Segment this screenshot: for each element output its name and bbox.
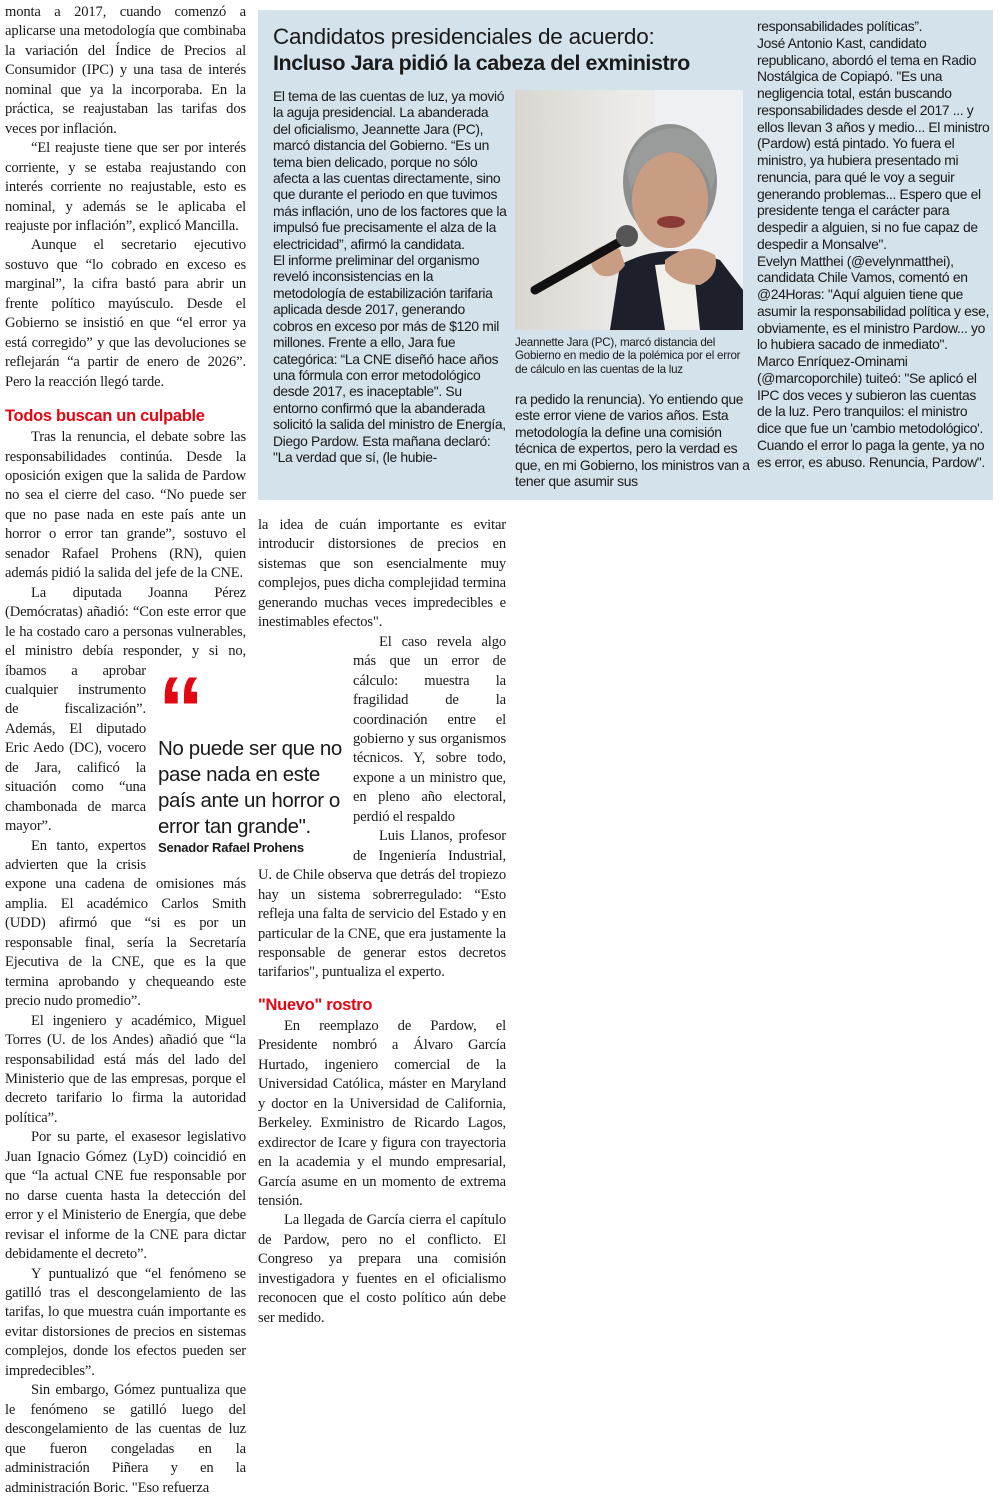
paragraph: En reemplazo de Pardow, el Presidente nombró a Álvaro García Hurtado, ingeniero comercial de la Universidad Católica, máster en Maryland y doctor en la Universidad de California, Berkeley. Exministro de Ricardo Lagos, exdirector de Icare y figura con trayectoria en la academia y el mundo empresarial, García asume en un momento de extrema tensión. (258, 1017, 506, 1209)
portrait-image (515, 90, 743, 330)
paragraph: José Antonio Kast, candidato republicano, abordó el tema en Radio Nostálgica de Copiapó. "Es una negligencia total, están buscando responsabilidades desde el 2017 ... y ellos llevan 3 años y medio... El ministro (Pardow) está pintado. Yo fuera el ministro, ya hubiera presentado mi renuncia, para qué le voy a seguir generando problemas... Espero que el presidente tenga el carácter para despedir a alguien, si no fue capaz de despedir a Monsalve". (757, 34, 990, 252)
paragraph: “El reajuste tiene que ser por interés corriente, y se estaba reajustando con interés corriente no reajustable, esto es nominal, y además se le aplicaba el reajuste por inflación”, explicó Mancilla. (5, 140, 246, 234)
photo-jeannette-jara (515, 90, 743, 330)
box-column-1 (273, 88, 507, 465)
paragraph: la idea de cuán importante es evitar introducir distorsiones de precios en sistemas que son esencialmente muy complejos, pues dicha complejidad termina generando muchas veces impredecibles e inestimables efectos". (258, 517, 506, 631)
quote-mark-icon: “ (158, 672, 198, 732)
paragraph: La diputada Joanna Pérez (Demócratas) añadió: “Con este error que le ha costado caro a personas vulnerables, el ministro debía responder, y si no, íbamos a aprobar cualquier instrumento de fiscalización”. Además, El diputado Eric Aedo (DC), vocero de Jara, calificó la situación como “una chambonada de marca mayor”. (5, 584, 246, 835)
paragraph: Tras la renuncia, el debate sobre las responsabilidades continúa. Desde la oposición exigen que la salida de Pardow no sea el cierre del caso. “No puede ser que no pase nada en este país ante un horror o error tan grande”, sostuvo el senador Rafael Prohens (RN), quien además pidió la salida del jefe de la CNE. (5, 429, 246, 582)
paragraph: El ingeniero y académico, Miguel Torres (U. de los Andes) añadió que “la responsabilidad está más del lado del Ministerio que de las empresas, porque el decreto tarifario lo firma la autoridad política”. (5, 1012, 246, 1126)
paragraph: Aunque el secretario ejecutivo sostuvo que “lo cobrado en exceso es marginal”, la cifra bastó para abrir un frente político mayúsculo. Desde el Gobierno se insistió en que “el error ya está corregido” y que las devoluciones se reflejarán “a partir de enero de 2026”. Pero la reacción llegó tarde. (5, 237, 246, 390)
paragraph: Evelyn Matthei (@evelynmatthei), candidata Chile Vamos, comentó en @24Horas: "Aquí alguien tiene que asumir la responsabilidad política y ese, obviamente, es el ministro Pardow... yo lo hubiera sacado de inmediato". (757, 252, 989, 353)
paragraph: Por su parte, el exasesor legislativo Juan Ignacio Gómez (LyD) coincidió en que “la actual CNE fue responsable por no darse cuenta hasta la detección del error y el Ministerio de Energía, que debe revisar el informe de la CNE para dictar debidamente el decreto”. (5, 1129, 246, 1263)
box-column-3 (757, 18, 991, 470)
box-title: Incluso Jara pidió la cabeza del exministro (273, 51, 690, 75)
box-column-2 (515, 391, 751, 489)
paragraph: Luis Llanos, profesor de Ingeniería Industrial, U. de Chile observa que detrás del tropiezo hay un sistema sobrerregulado: “Esto refleja una falta de servicio del Estado y en particular de la CNE, que era justamente la responsable de generar estos decretos tarifarios", puntualiza el experto. (258, 828, 506, 981)
photo-caption: Jeannette Jara (PC), marcó distancia del Gobierno en medio de la polémica por el error de cálculo en las cuentas de la luz (515, 336, 741, 376)
middle-article-column (258, 516, 506, 1328)
sidebar-box (258, 10, 993, 500)
box-title-kicker: Candidatos presidenciales de acuerdo: (273, 24, 655, 49)
pullquote-text: No puede ser que no pase nada en este país ante un horror o error tan grande". (158, 737, 342, 838)
section-heading: "Nuevo" rostro (258, 995, 373, 1014)
pullquote-author: Senador Rafael Prohens (158, 840, 304, 855)
paragraph: Y puntualizó que “el fenómeno se gatilló tras el descongelamiento de las tarifas, lo que muestra cuán importante es evitar distorsiones de precios en sistemas complejos, donde los efectos pueden ser impredecibles”. (5, 1265, 246, 1379)
paragraph: En tanto, expertos advierten que la crisis expone una cadena de omisiones más amplia. El académico Carlos Smith (UDD) afirmó que “si es por un responsable final, sería la Secretaría Ejecutiva de la CNE, que es la que termina aprobando y chequeando este precio nudo promedio”. (5, 837, 246, 1010)
pullquote (158, 672, 350, 856)
paragraph: El caso revela algo más que un error de cálculo: muestra la fragilidad de la coordinación entre el gobierno y sus organismos técnicos. Y, sobre todo, expone a un ministro que, en pleno año electoral, perdió el respaldo (353, 633, 506, 825)
section-heading: Todos buscan un culpable (5, 407, 205, 426)
paragraph: responsabilidades políticas”. (757, 18, 923, 34)
paragraph: Marco Enríquez-Ominami (@marcoporchile) tuiteó: "Se aplicó el IPC dos veces y subieron las cuentas de la luz. Pero tranquilos: el ministro dice que fue un 'cambio metodológico'. Cuando el error lo paga la gente, ya no es error, es abuso. Renuncia, Pardow". (757, 353, 985, 470)
paragraph: monta a 2017, cuando comenzó a aplicarse una metodología que combinaba la variación del Índice de Precios al Consumidor (IPC) y una tasa de interés nominal que ya la incorporaba. En la práctica, se reajustaban las tarifas dos veces por inflación. (5, 4, 246, 137)
paragraph: El tema de las cuentas de luz, ya movió la aguja presidencial. La abanderada del oficialismo, Jeannette Jara (PC), marcó distancia del Gobierno. “Es un tema bien delicado, porque no sólo afecta a las cuentas directamente, sino que durante el periodo en que tuvimos más inflación, uno de los factores que la impulsó fue precisamente el alza de la electricidad”, afirmó la candidata. (273, 88, 507, 252)
paragraph: ra pedido la renuncia). Yo entiendo que este error viene de varios años. Esta metodología la define una comisión técnica de expertos, pero la verdad es que, en mi Gobierno, los ministros van a tener que asumir sus (515, 391, 750, 490)
paragraph: Sin embargo, Gómez puntualiza que le fenómeno se gatilló luego del descongelamiento de las cuentas de luz que fueron congeladas en la administración Piñera y en la administración Boric. "Eso refuerza (5, 1382, 246, 1496)
paragraph: La llegada de García cierra el capítulo de Pardow, pero no el conflicto. El Congreso ya prepara una comisión investigadora y fuentes en el oficialismo reconocen que el costo político aún debe ser medido. (258, 1212, 506, 1326)
paragraph: El informe preliminar del organismo reveló inconsistencias en la metodología de estabilización tarifaria aplicada desde 2017, generando cobros en exceso por más de $120 mil millones. Frente a ello, Jara fue categórica: “La CNE diseñó hace años una fórmula con error metodológico desde 2017, es inaceptable". Su entorno confirmó que la abanderada solicitó la salida del ministro de Energía, Diego Pardow. Esta mañana declaró: "La verdad que sí, (le hubie- (273, 252, 506, 465)
